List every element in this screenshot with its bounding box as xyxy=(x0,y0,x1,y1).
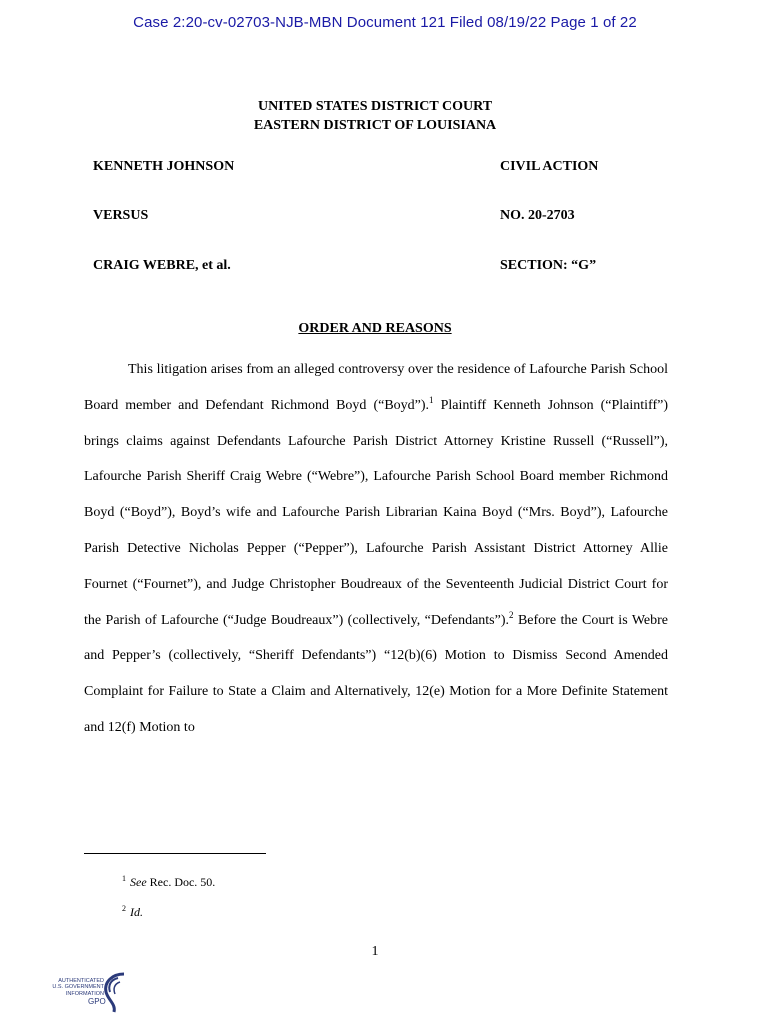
footnote-number: 1 xyxy=(122,874,126,883)
gpo-authentication-seal xyxy=(44,970,134,1018)
footnote-ref-1[interactable]: 1 xyxy=(429,394,434,405)
footnote-text: Rec. Doc. 50. xyxy=(146,875,216,889)
versus-label: VERSUS xyxy=(93,208,149,223)
document-title: ORDER AND REASONS xyxy=(298,321,452,336)
footnote-1 xyxy=(122,875,215,890)
body-sentence-1: This litigation arises from an alleged controversy over the residence of Lafourche Parish School Board member and Defendant Richmond Boyd (“Boyd”). xyxy=(84,362,668,413)
footnote-signal: Id. xyxy=(130,905,143,919)
body-paragraph xyxy=(84,352,668,746)
footnote-divider xyxy=(84,853,266,854)
footnote-number: 2 xyxy=(122,904,126,913)
case-number: NO. 20-2703 xyxy=(500,208,575,223)
section-label: SECTION: “G” xyxy=(500,258,597,273)
page-number: 1 xyxy=(371,944,379,959)
gpo-seal-text: AUTHENTICATED U.S. GOVERNMENT INFORMATION xyxy=(52,978,104,997)
court-name: UNITED STATES DISTRICT COURT xyxy=(257,99,493,114)
body-sentence-3: Before the Court is Webre and Pepper’s (collectively, “Sheriff Defendants”) “12(b)(6) Motion to Dismiss Second Amended Complaint for Failure to State a Claim and Alternatively, 12(e) Motion for a More Definite Statement and 12(f) Motion to xyxy=(84,612,668,735)
gpo-mark: GPO xyxy=(88,997,106,1006)
body-sentence-2: Plaintiff Kenneth Johnson (“Plaintiff”) brings claims against Defendants Lafourche Parish District Attorney Kristine Russell (“Russell”), Lafourche Parish Sheriff Craig Webre (“Webre”), Lafourche Parish School Board member Richmond Boyd (“Boyd”), Boyd’s wife and Lafourche Parish Librarian Kaina Boyd (“Mrs. Boyd”), Lafourche Parish Detective Nicholas Pepper (“Pepper”), Lafourche Parish Assistant District Attorney Allie Fournet (“Fournet”), and Judge Christopher Boudreaux of the Seventeenth Judicial District Court for the Parish of Lafourche (“Judge Boudreaux”) (collectively, “Defendants”). xyxy=(84,397,669,628)
footnote-ref-2[interactable]: 2 xyxy=(509,609,514,620)
defendant-name: CRAIG WEBRE, et al. xyxy=(93,258,231,273)
body-text xyxy=(84,352,668,746)
court-district: EASTERN DISTRICT OF LOUISIANA xyxy=(253,118,497,133)
footnote-2 xyxy=(122,905,143,920)
plaintiff-name: KENNETH JOHNSON xyxy=(93,159,235,174)
eagle-icon xyxy=(94,970,130,1014)
footnote-signal: See xyxy=(130,875,147,889)
civil-action-label: CIVIL ACTION xyxy=(500,159,599,174)
court-heading xyxy=(0,97,750,135)
case-header-stamp: Case 2:20-cv-02703-NJB-MBN Document 121 Filed 08/19/22 Page 1 of 22 xyxy=(133,14,637,31)
